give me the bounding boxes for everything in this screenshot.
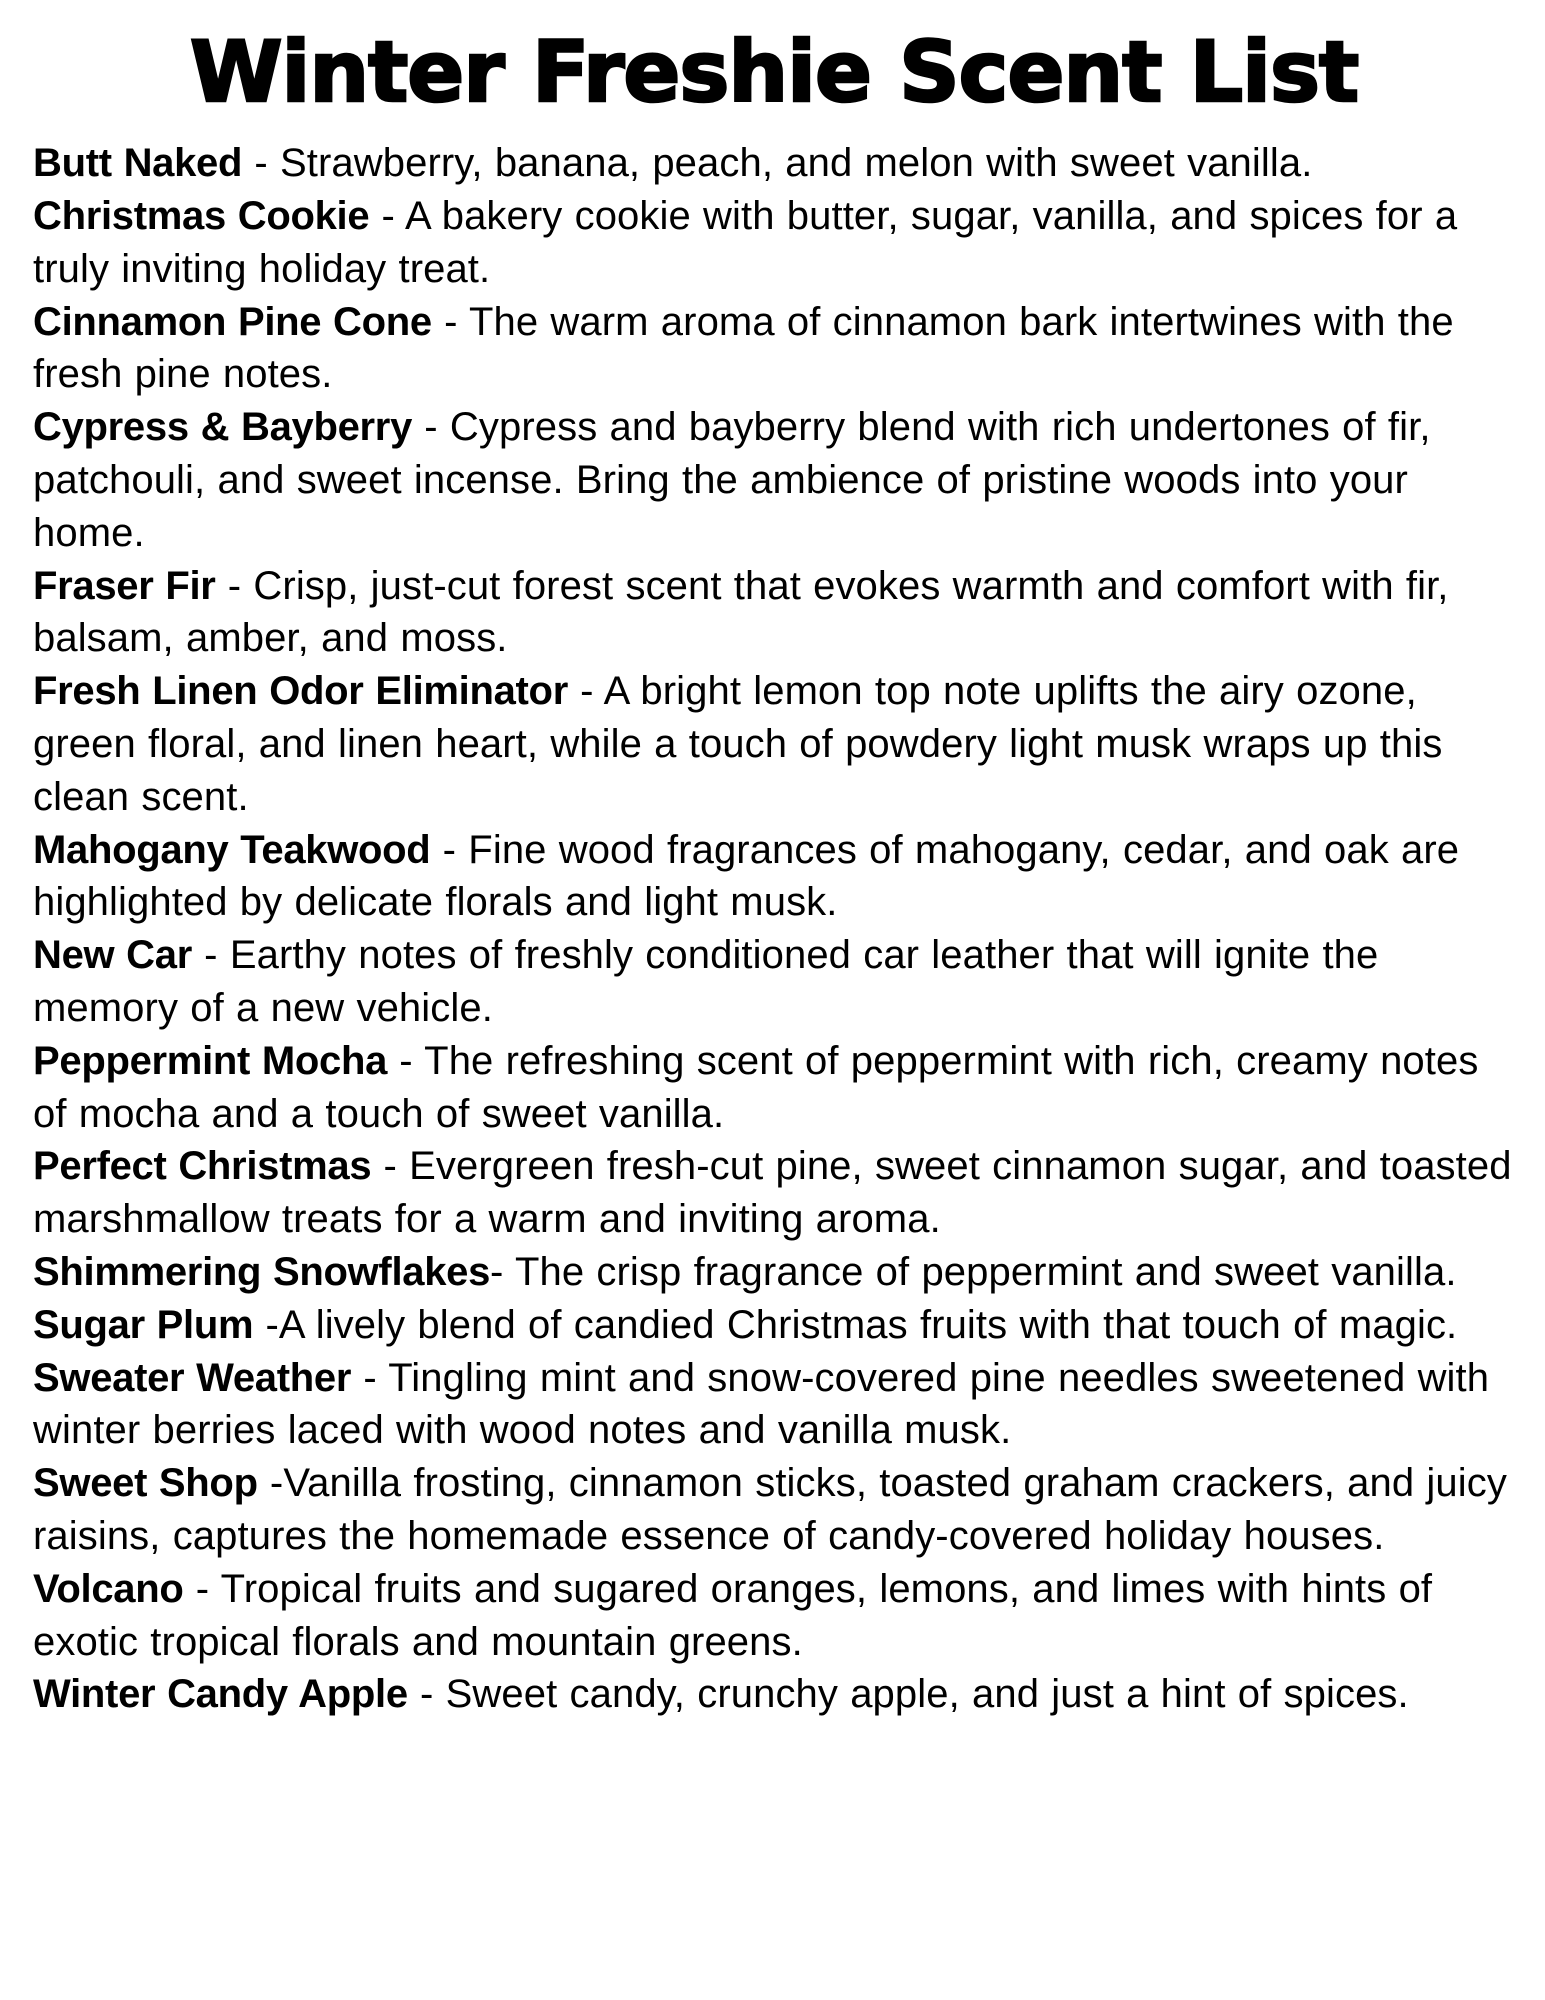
- scent-separator: -: [490, 1249, 515, 1294]
- scent-separator: -: [369, 193, 405, 238]
- scent-description: A bright lemon top note uplifts the airy ozone, green floral, and linen heart, while a touch of powdery light musk wraps up this clean scent.: [33, 669, 1443, 819]
- page-title: Winter Freshie Scent List: [189, 23, 1359, 121]
- scent-separator: -: [257, 1461, 284, 1506]
- list-item: [33, 929, 1515, 1035]
- scent-separator: -: [351, 1355, 389, 1400]
- list-item: [33, 190, 1515, 296]
- scent-separator: -: [407, 1672, 446, 1717]
- scent-name: Cypress & Bayberry: [33, 405, 413, 450]
- list-item: [33, 1563, 1515, 1669]
- scent-description: Sweet candy, crunchy apple, and just a hint of spices.: [445, 1672, 1409, 1717]
- list-item: [33, 665, 1515, 823]
- scent-description: Crisp, just-cut forest scent that evokes warmth and comfort with fir, balsam, amber, and moss.: [33, 563, 1449, 661]
- scent-description: Tropical fruits and sugared oranges, lemons, and limes with hints of exotic tropical florals and mountain greens.: [33, 1566, 1433, 1664]
- scent-name: Winter Candy Apple: [33, 1672, 408, 1717]
- list-item: [33, 1035, 1515, 1141]
- scent-description: Cypress and bayberry blend with rich undertones of fir, patchouli, and sweet incense. Bring the ambience of pristine woods into your home.: [33, 405, 1431, 555]
- scent-separator: -: [215, 563, 254, 608]
- scent-name: Volcano: [33, 1566, 184, 1611]
- scent-description: Vanilla frosting, cinnamon sticks, toasted graham crackers, and juicy raisins, captures the homemade essence of candy-covered holiday houses.: [33, 1461, 1507, 1558]
- scent-separator: -: [253, 1302, 279, 1347]
- list-item: [33, 1457, 1515, 1563]
- scent-name: Sweater Weather: [33, 1355, 352, 1400]
- scent-separator: -: [567, 669, 604, 714]
- scent-separator: -: [191, 933, 230, 978]
- scent-description: Fine wood fragrances of mahogany, cedar, and oak are highlighted by delicate florals and light musk.: [33, 827, 1460, 925]
- scent-description: Tingling mint and snow-covered pine needles sweetened with winter berries laced with wood notes and vanilla musk.: [33, 1355, 1490, 1453]
- scent-description: Strawberry, banana, peach, and melon with sweet vanilla.: [280, 141, 1313, 186]
- scent-separator: -: [242, 141, 280, 186]
- scent-description: A bakery cookie with butter, sugar, vanilla, and spices for a truly inviting holiday treat.: [33, 193, 1458, 291]
- list-item: [33, 1140, 1515, 1246]
- list-item: [33, 560, 1515, 666]
- list-item: [33, 1299, 1515, 1352]
- scent-name: Butt Naked: [33, 141, 243, 186]
- list-item: [33, 296, 1515, 402]
- scent-name: Shimmering Snowflakes: [33, 1249, 491, 1294]
- scent-separator: -: [387, 1038, 425, 1083]
- list-item: [33, 1668, 1515, 1721]
- list-item: [33, 401, 1515, 559]
- scent-description: Earthy notes of freshly conditioned car leather that will ignite the memory of a new vehicle.: [33, 933, 1379, 1030]
- scent-description: The warm aroma of cinnamon bark intertwines with the fresh pine notes.: [33, 299, 1454, 397]
- scent-separator: -: [412, 405, 450, 450]
- list-item: [33, 824, 1515, 930]
- scent-name: Fraser Fir: [33, 563, 216, 608]
- scent-description: A lively blend of candied Christmas fruits with that touch of magic.: [278, 1302, 1458, 1347]
- list-item: [33, 137, 1515, 190]
- scent-name: Peppermint Mocha: [33, 1038, 388, 1083]
- scent-name: Christmas Cookie: [33, 193, 370, 238]
- scent-description: Evergreen fresh-cut pine, sweet cinnamon sugar, and toasted marshmallow treats for a warm and inviting aroma.: [33, 1144, 1512, 1242]
- scent-name: Mahogany Teakwood: [33, 827, 431, 872]
- scent-name: Sweet Shop: [33, 1461, 258, 1506]
- scent-separator: -: [371, 1144, 410, 1189]
- scent-name: New Car: [33, 933, 192, 978]
- scent-name: Cinnamon Pine Cone: [33, 299, 432, 344]
- scent-name: Perfect Christmas: [33, 1144, 372, 1189]
- scent-description: The crisp fragrance of peppermint and sweet vanilla.: [514, 1249, 1457, 1294]
- scent-name: Sugar Plum: [33, 1302, 254, 1347]
- scent-separator: -: [430, 827, 469, 872]
- scent-separator: -: [431, 299, 469, 344]
- scent-separator: -: [183, 1566, 221, 1611]
- list-item: [33, 1352, 1515, 1458]
- scent-list: [33, 137, 1515, 1721]
- list-item: [33, 1246, 1515, 1299]
- scent-name: Fresh Linen Odor Eliminator: [33, 669, 568, 714]
- scent-description: The refreshing scent of peppermint with rich, creamy notes of mocha and a touch of sweet vanilla.: [33, 1038, 1479, 1136]
